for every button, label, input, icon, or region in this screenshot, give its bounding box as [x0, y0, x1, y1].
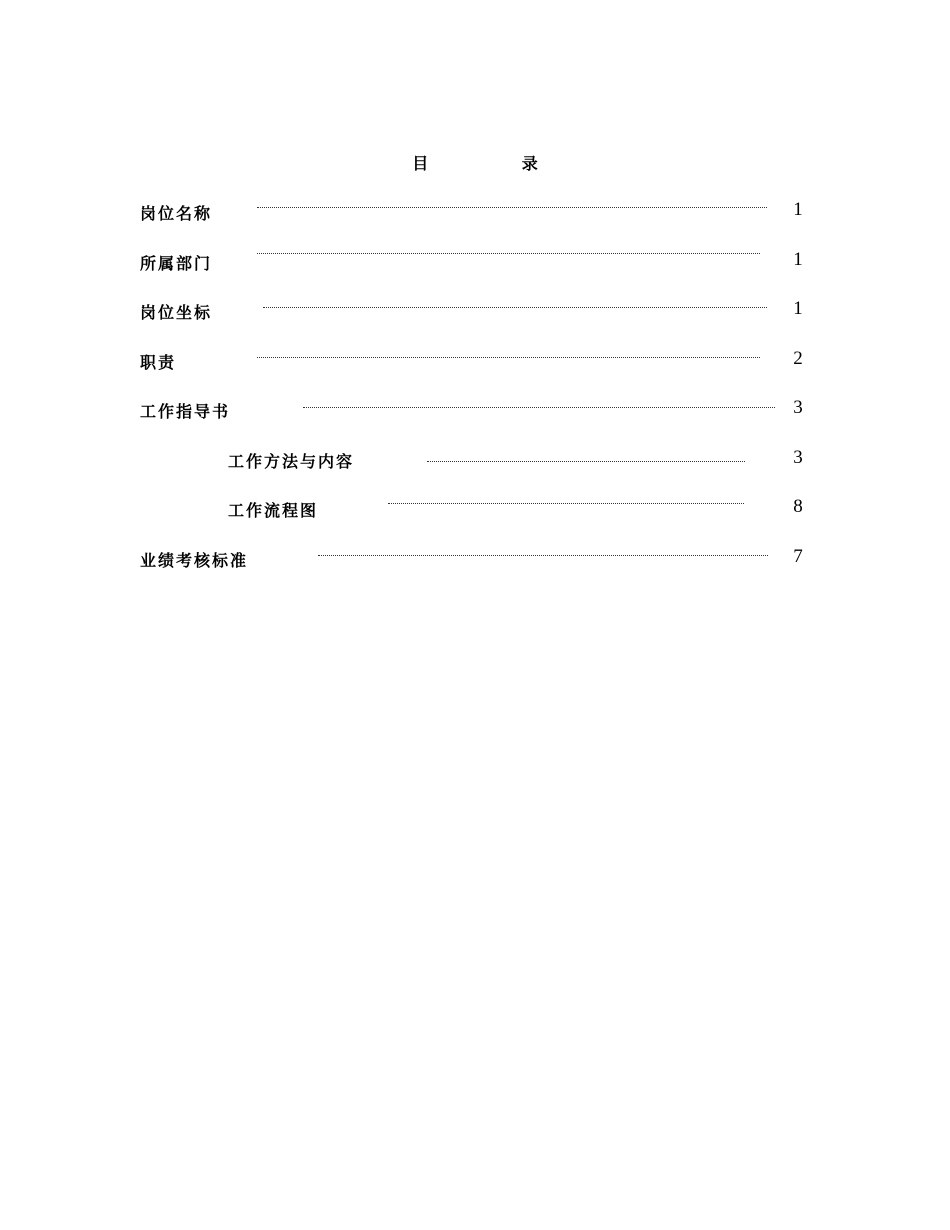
dot-leader	[318, 555, 768, 556]
toc-entry-label: 业绩考核标准	[140, 551, 249, 570]
toc-entry-label: 岗位坐标	[140, 303, 213, 322]
dot-leader	[257, 253, 760, 254]
dot-leader	[303, 407, 775, 408]
toc-entry-work-methods[interactable]	[0, 449, 950, 473]
dot-leader	[427, 461, 745, 462]
toc-entry-work-guide[interactable]	[0, 399, 950, 423]
toc-page-number: 2	[793, 348, 803, 369]
toc-entry-duties[interactable]	[0, 350, 950, 374]
toc-entry-label: 所属部门	[140, 254, 213, 273]
toc-entry-label: 工作方法与内容	[228, 452, 355, 471]
toc-entry-position-name[interactable]	[0, 201, 950, 225]
toc-entry-label: 工作指导书	[140, 402, 231, 421]
toc-entry-department[interactable]	[0, 251, 950, 275]
toc-page-number: 8	[793, 496, 803, 517]
toc-page-number: 1	[793, 199, 803, 220]
dot-leader	[257, 357, 760, 358]
toc-entry-label: 职责	[140, 353, 177, 372]
toc-page-number: 7	[793, 546, 803, 567]
toc-entry-position-coordinate[interactable]	[0, 300, 950, 324]
toc-page-number: 3	[793, 447, 803, 468]
toc-page-number: 1	[793, 298, 803, 319]
toc-page-number: 3	[793, 397, 803, 418]
toc-entry-label: 工作流程图	[228, 501, 319, 520]
dot-leader	[388, 503, 744, 504]
toc-entry-label: 岗位名称	[140, 204, 213, 223]
toc-entry-workflow-chart[interactable]	[0, 498, 950, 522]
toc-title: 目 录	[412, 154, 582, 173]
toc-entry-performance-standards[interactable]	[0, 548, 950, 572]
toc-page-number: 1	[793, 249, 803, 270]
dot-leader	[257, 207, 767, 208]
dot-leader	[263, 307, 767, 308]
